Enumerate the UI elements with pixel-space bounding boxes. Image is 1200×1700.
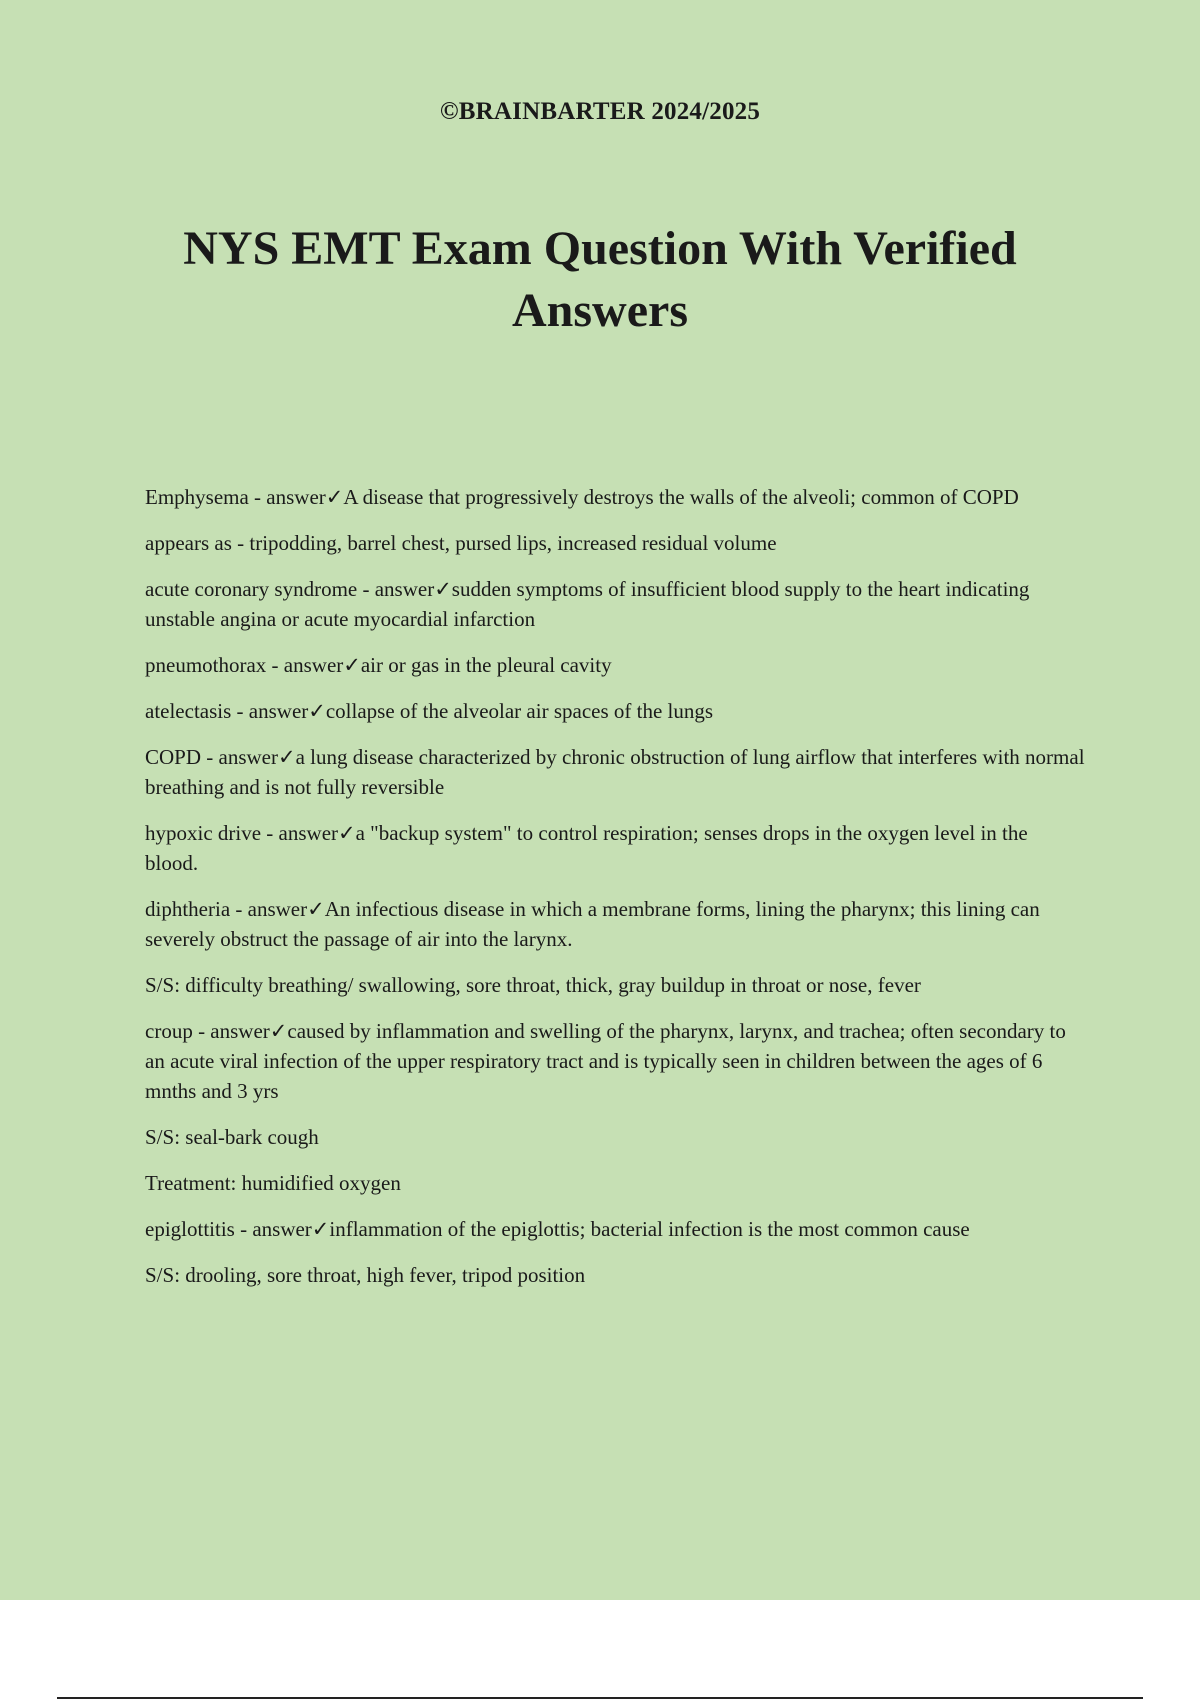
qa-entry: acute coronary syndrome - answer✓sudden symptoms of insufficient blood supply to the heart indicating unstable angina or acute myocardial infarction	[145, 577, 1030, 631]
qa-entry: atelectasis - answer✓collapse of the alveolar air spaces of the lungs	[145, 699, 714, 723]
qa-entry: hypoxic drive - answer✓a "backup system" to control respiration; senses drops in the oxygen level in the blood.	[145, 821, 1028, 875]
qa-entry: S/S: seal-bark cough	[145, 1125, 319, 1149]
qa-entries	[145, 482, 1085, 1306]
qa-entry: diphtheria - answer✓An infectious disease in which a membrane forms, lining the pharynx; this lining can severely obstruct the passage of air into the larynx.	[145, 897, 1040, 951]
qa-entry: Treatment: humidified oxygen	[145, 1171, 401, 1195]
copyright-header: ©BRAINBARTER 2024/2025	[439, 98, 761, 125]
qa-entry: S/S: drooling, sore throat, high fever, tripod position	[145, 1263, 586, 1287]
qa-entry: S/S: difficulty breathing/ swallowing, sore throat, thick, gray buildup in throat or nose, fever	[145, 973, 921, 997]
qa-entry: croup - answer✓caused by inflammation and swelling of the pharynx, larynx, and trachea; often secondary to an acute viral infection of the upper respiratory tract and is typically seen in children between the ages of 6 mnths and 3 yrs	[145, 1019, 1066, 1103]
qa-entry: Emphysema - answer✓A disease that progressively destroys the walls of the alveoli; common of COPD	[145, 485, 1019, 509]
qa-entry: pneumothorax - answer✓air or gas in the pleural cavity	[145, 653, 612, 677]
qa-entry: appears as - tripodding, barrel chest, pursed lips, increased residual volume	[145, 531, 777, 555]
qa-entry: COPD - answer✓a lung disease characterized by chronic obstruction of lung airflow that interferes with normal breathing and is not fully reversible	[145, 745, 1085, 799]
document-title: NYS EMT Exam Question With Verified Answers	[183, 222, 1017, 337]
footer-divider	[57, 1697, 1143, 1699]
qa-entry: epiglottitis - answer✓inflammation of the epiglottis; bacterial infection is the most common cause	[145, 1217, 970, 1241]
